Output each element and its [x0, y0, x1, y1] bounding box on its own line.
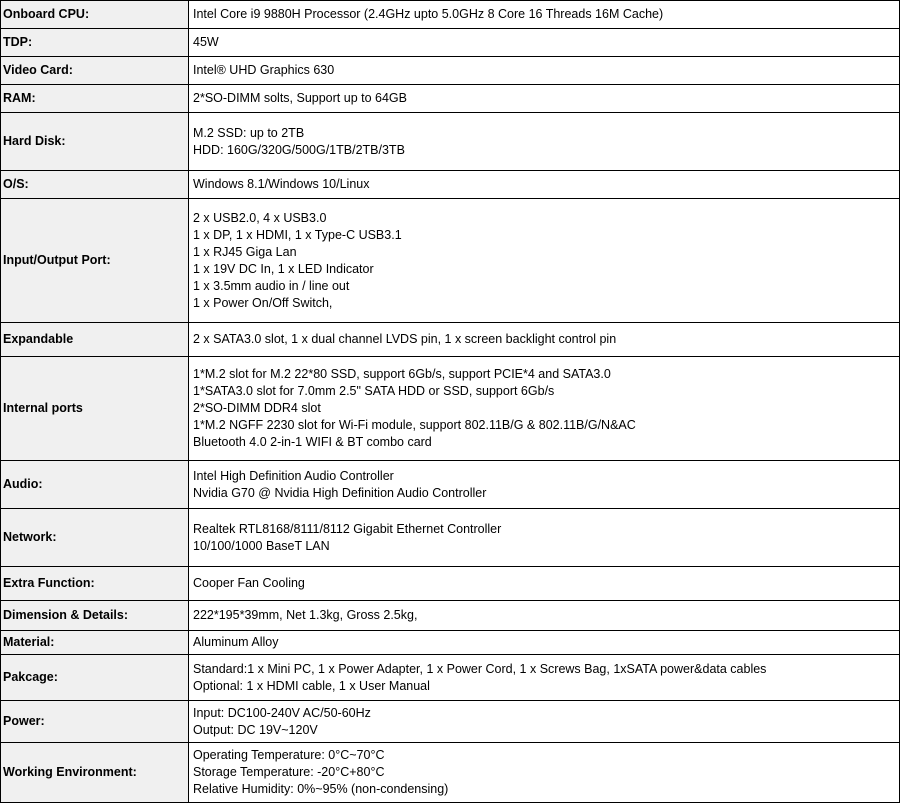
spec-value — [189, 509, 900, 567]
spec-value-line: Intel High Definition Audio Controller — [193, 468, 394, 483]
spec-value-line: Input: DC100-240V AC/50-60Hz — [193, 705, 371, 720]
spec-value — [189, 743, 900, 803]
spec-value-line: 1 x 3.5mm audio in / line out — [193, 278, 350, 293]
spec-value — [189, 29, 900, 57]
spec-value-line: Aluminum Alloy — [193, 635, 279, 649]
spec-value-line: 10/100/1000 BaseT LAN — [193, 538, 330, 553]
spec-row — [1, 743, 900, 803]
spec-value-line: 45W — [193, 35, 219, 49]
spec-label: Working Environment: — [1, 743, 189, 803]
spec-value — [189, 567, 900, 601]
spec-value-line: 2*SO-DIMM solts, Support up to 64GB — [193, 91, 407, 105]
spec-row — [1, 461, 900, 509]
spec-value-line: Bluetooth 4.0 2-in-1 WIFI & BT combo card — [193, 435, 432, 449]
spec-label: Material: — [1, 631, 189, 655]
spec-value-line: Storage Temperature: -20°C+80°C — [193, 765, 385, 779]
spec-label: Pakcage: — [1, 655, 189, 701]
spec-row — [1, 113, 900, 171]
spec-value-line: 1 x 19V DC In, 1 x LED Indicator — [193, 261, 374, 276]
spec-value-line: Realtek RTL8168/8111/8112 Gigabit Ethernet Controller — [193, 521, 502, 536]
spec-row — [1, 601, 900, 631]
spec-label: Video Card: — [1, 57, 189, 85]
spec-value-line: Standard:1 x Mini PC, 1 x Power Adapter, 1 x Power Cord, 1 x Screws Bag, 1xSATA power&data cables — [193, 661, 767, 676]
spec-value-line: Output: DC 19V~120V — [193, 722, 318, 737]
spec-row — [1, 357, 900, 461]
spec-row — [1, 323, 900, 357]
spec-row — [1, 199, 900, 323]
spec-label: Extra Function: — [1, 567, 189, 601]
spec-value-line: Windows 8.1/Windows 10/Linux — [193, 177, 370, 191]
spec-value-line: 2*SO-DIMM DDR4 slot — [193, 401, 321, 415]
spec-value-line: Intel® UHD Graphics 630 — [193, 63, 335, 77]
spec-value-line: 2 x USB2.0, 4 x USB3.0 — [193, 210, 327, 225]
spec-value — [189, 655, 900, 701]
spec-value — [189, 701, 900, 743]
spec-row — [1, 655, 900, 701]
spec-label: Power: — [1, 701, 189, 743]
spec-table-body — [1, 1, 900, 803]
spec-value-line: HDD: 160G/320G/500G/1TB/2TB/3TB — [193, 142, 405, 157]
spec-value — [189, 85, 900, 113]
spec-value — [189, 631, 900, 655]
spec-value — [189, 601, 900, 631]
spec-value — [189, 323, 900, 357]
spec-label: TDP: — [1, 29, 189, 57]
spec-value-line: 222*195*39mm, Net 1.3kg, Gross 2.5kg, — [193, 608, 418, 622]
spec-label: Expandable — [1, 323, 189, 357]
spec-value — [189, 57, 900, 85]
spec-label: Internal ports — [1, 357, 189, 461]
spec-value-line: Cooper Fan Cooling — [193, 576, 305, 590]
spec-label: Network: — [1, 509, 189, 567]
spec-value-line: 1*M.2 NGFF 2230 slot for Wi-Fi module, support 802.11B/G & 802.11B/G/N&AC — [193, 418, 636, 432]
spec-label: Onboard CPU: — [1, 1, 189, 29]
spec-row — [1, 1, 900, 29]
spec-value-line: Nvidia G70 @ Nvidia High Definition Audio Controller — [193, 485, 487, 500]
spec-label: O/S: — [1, 171, 189, 199]
spec-label: Audio: — [1, 461, 189, 509]
spec-value-line: Operating Temperature: 0°C~70°C — [193, 748, 385, 762]
spec-label: Hard Disk: — [1, 113, 189, 171]
spec-value-line: 1*M.2 slot for M.2 22*80 SSD, support 6Gb/s, support PCIE*4 and SATA3.0 — [193, 367, 611, 381]
spec-value-line: 1 x RJ45 Giga Lan — [193, 244, 297, 259]
spec-row — [1, 701, 900, 743]
spec-row — [1, 171, 900, 199]
spec-row — [1, 85, 900, 113]
spec-value-line: 1 x Power On/Off Switch, — [193, 295, 333, 310]
spec-value-line: 2 x SATA3.0 slot, 1 x dual channel LVDS pin, 1 x screen backlight control pin — [193, 332, 617, 346]
spec-value-line: 1 x DP, 1 x HDMI, 1 x Type-C USB3.1 — [193, 227, 402, 242]
spec-row — [1, 509, 900, 567]
spec-value — [189, 461, 900, 509]
spec-label: Input/Output Port: — [1, 199, 189, 323]
spec-value — [189, 199, 900, 323]
spec-value — [189, 1, 900, 29]
spec-row — [1, 57, 900, 85]
spec-value-line: M.2 SSD: up to 2TB — [193, 125, 305, 140]
spec-label: Dimension & Details: — [1, 601, 189, 631]
spec-row — [1, 29, 900, 57]
spec-label: RAM: — [1, 85, 189, 113]
spec-row — [1, 631, 900, 655]
spec-value-line: Intel Core i9 9880H Processor (2.4GHz upto 5.0GHz 8 Core 16 Threads 16M Cache) — [193, 7, 664, 21]
spec-value — [189, 171, 900, 199]
spec-value — [189, 357, 900, 461]
spec-row — [1, 567, 900, 601]
spec-value-line: Optional: 1 x HDMI cable, 1 x User Manual — [193, 678, 430, 693]
spec-value — [189, 113, 900, 171]
spec-value-line: Relative Humidity: 0%~95% (non-condensing) — [193, 782, 449, 796]
spec-value-line: 1*SATA3.0 slot for 7.0mm 2.5" SATA HDD or SSD, support 6Gb/s — [193, 384, 555, 398]
